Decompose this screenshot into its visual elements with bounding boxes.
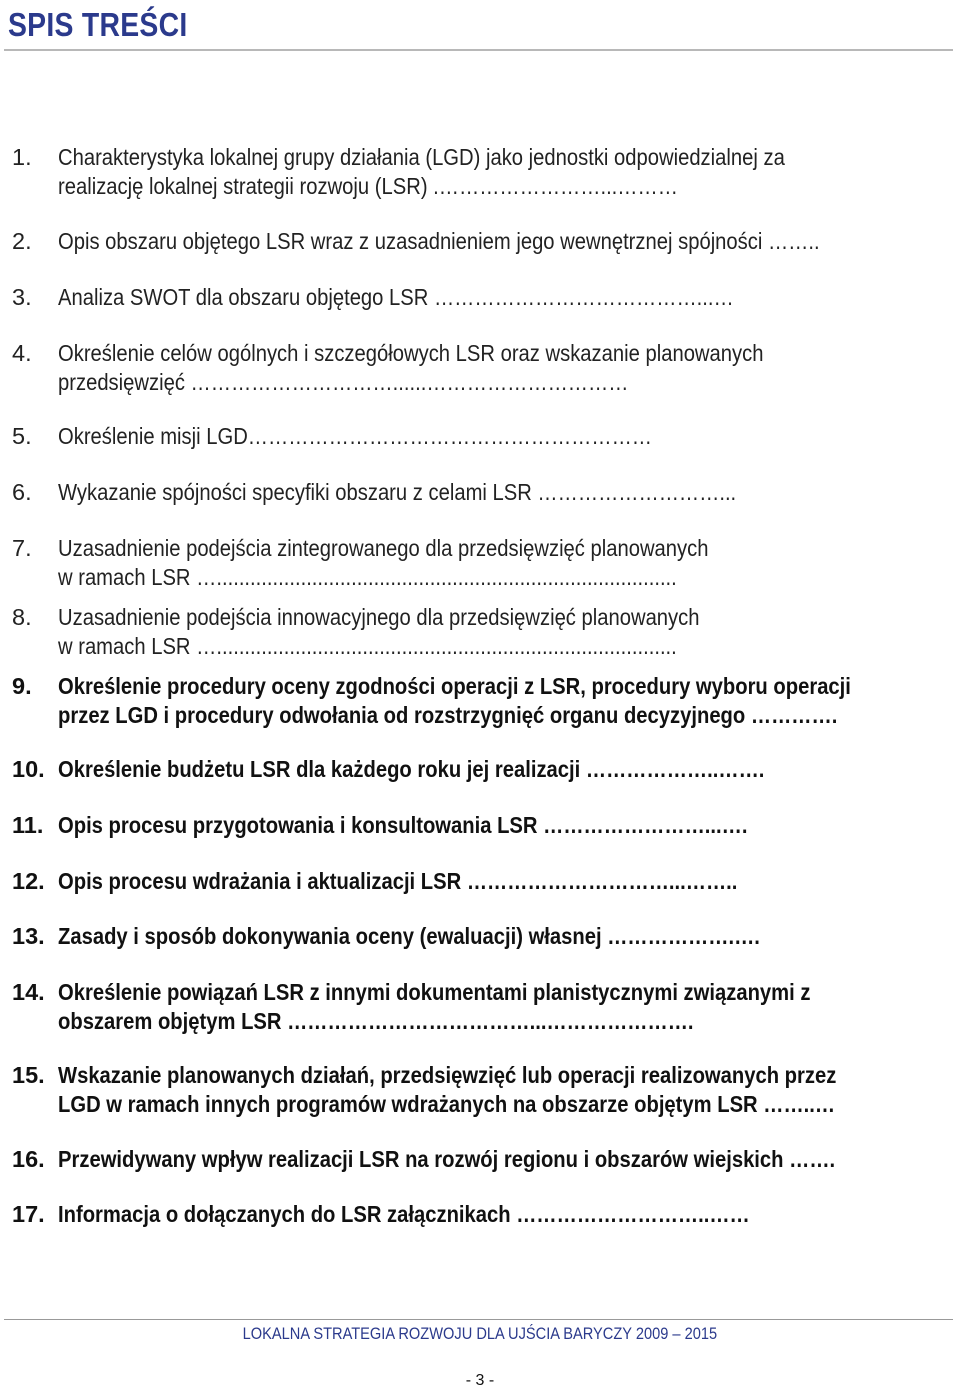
toc-entry-number: 2. [12, 228, 32, 254]
footer [0, 1324, 960, 1344]
toc-entry-number: 13. [12, 923, 45, 949]
toc-entry-line: Zasady i sposób dokonywania oceny (ewaluacji) własnej ……………….…. [58, 923, 760, 949]
toc-entry-number: 3. [12, 284, 32, 310]
toc-entry-text [58, 534, 708, 591]
toc-entry-text [58, 672, 851, 729]
toc-entry-line: Przewidywany wpływ realizacji LSR na rozwój regionu i obszarów wiejskich ……. [58, 1146, 836, 1172]
toc-entry-number: 12. [12, 868, 45, 894]
toc-entry-line: LGD w ramach innych programów wdrażanych na obszarze objętym LSR ……..… [58, 1090, 836, 1117]
toc-entry-line: realizację lokalnej strategii rozwoju (LSR) .……………………...……… [58, 172, 678, 199]
toc-entry-number: 1. [12, 144, 32, 170]
toc-entry-line: Opis procesu przygotowania i konsultowania LSR ……………………...…. [58, 812, 748, 838]
toc-entry-number: 5. [12, 423, 32, 449]
footer-divider [4, 1319, 953, 1320]
toc-entry-number: 15. [12, 1062, 45, 1088]
toc-entry-line: Określenie budżetu LSR dla każdego roku jej realizacji ………………..……. [58, 756, 765, 782]
toc-entry-line: Określenie procedury oceny zgodności operacji z LSR, procedury wyboru operacji [58, 673, 851, 699]
toc-entry-line: Uzasadnienie podejścia innowacyjnego dla przedsięwzięć planowanych [58, 604, 700, 630]
toc-entry-number: 4. [12, 340, 32, 366]
page-number: - 3 - [465, 1372, 495, 1389]
toc-entry-line: Określenie celów ogólnych i szczegółowych LSR oraz wskazanie planowanych [58, 340, 764, 366]
toc-entry-line: Charakterystyka lokalnej grupy działania (LGD) jako jednostki odpowiedzialnej za [58, 144, 785, 170]
toc-entry-number: 11. [12, 812, 44, 838]
toc-entry-line: Wykazanie spójności specyfiki obszaru z celami LSR ………………………... [58, 479, 737, 505]
toc-entry-line: w ramach LSR ….................................................................................. [58, 632, 677, 659]
toc-entry-text [58, 339, 763, 396]
toc-entry-line: przez LGD i procedury odwołania od rozstrzygnięć organu decyzyjnego …………. [58, 701, 838, 728]
toc-entry-number: 7. [12, 535, 32, 561]
toc-entry-line: w ramach LSR ….................................................................................. [58, 563, 677, 590]
toc-entry-line: Określenie misji LGD…………………………………………………… [58, 423, 653, 449]
footer-text: LOKALNA STRATEGIA ROZWOJU DLA UJŚCIA BARYCZY 2009 – 2015 [242, 1324, 718, 1343]
toc-entry-text [58, 283, 734, 312]
toc-entry-line: Informacja o dołączanych do LSR załącznikach ………………………..…… [58, 1201, 750, 1227]
toc-entry-number: 9. [12, 673, 32, 699]
toc-entry-line: Opis procesu wdrażania i aktualizacji LSR …………………………...…….. [58, 868, 738, 894]
toc-entry-text [58, 143, 785, 200]
toc-entry-number: 6. [12, 479, 32, 505]
toc-entry-line: Wskazanie planowanych działań, przedsięwzięć lub operacji realizowanych przez [58, 1062, 837, 1088]
toc-entry-line: Analiza SWOT dla obszaru objętego LSR …………………………………...… [58, 284, 734, 310]
toc-entry-text [58, 755, 764, 784]
toc-entry-text [58, 1145, 835, 1174]
title-divider [4, 49, 953, 51]
toc-entry-line: obszarem objętym LSR ………………………………...…………………. [58, 1007, 694, 1034]
toc-entry-text [58, 811, 747, 840]
toc-entry-line: Uzasadnienie podejścia zintegrowanego dla przedsięwzięć planowanych [58, 535, 709, 561]
toc-entry-number: 14. [12, 979, 45, 1005]
toc-entry-text [58, 922, 760, 951]
toc-entry-line: przedsięwzięć …………………………......………………………… [58, 368, 629, 395]
toc-entry-text [58, 978, 810, 1035]
toc-entry-text [58, 478, 736, 507]
toc-entry-text [58, 603, 700, 660]
toc-entry-text [58, 422, 652, 451]
toc-entry-number: 17. [12, 1201, 45, 1227]
toc-entry-number: 16. [12, 1146, 45, 1172]
toc-entry-line: Opis obszaru objętego LSR wraz z uzasadnieniem jego wewnętrznej spójności …….. [58, 228, 820, 254]
toc-entry-text [58, 227, 820, 256]
toc-entry-line: Określenie powiązań LSR z innymi dokumentami planistycznymi związanymi z [58, 979, 811, 1005]
toc-entry-text [58, 867, 737, 896]
toc-entry-number: 10. [12, 756, 45, 782]
toc-entry-text [58, 1061, 836, 1118]
toc-entry-number: 8. [12, 604, 32, 630]
page-title: SPIS TREŚCI [8, 6, 188, 43]
toc-entry-text [58, 1200, 750, 1229]
